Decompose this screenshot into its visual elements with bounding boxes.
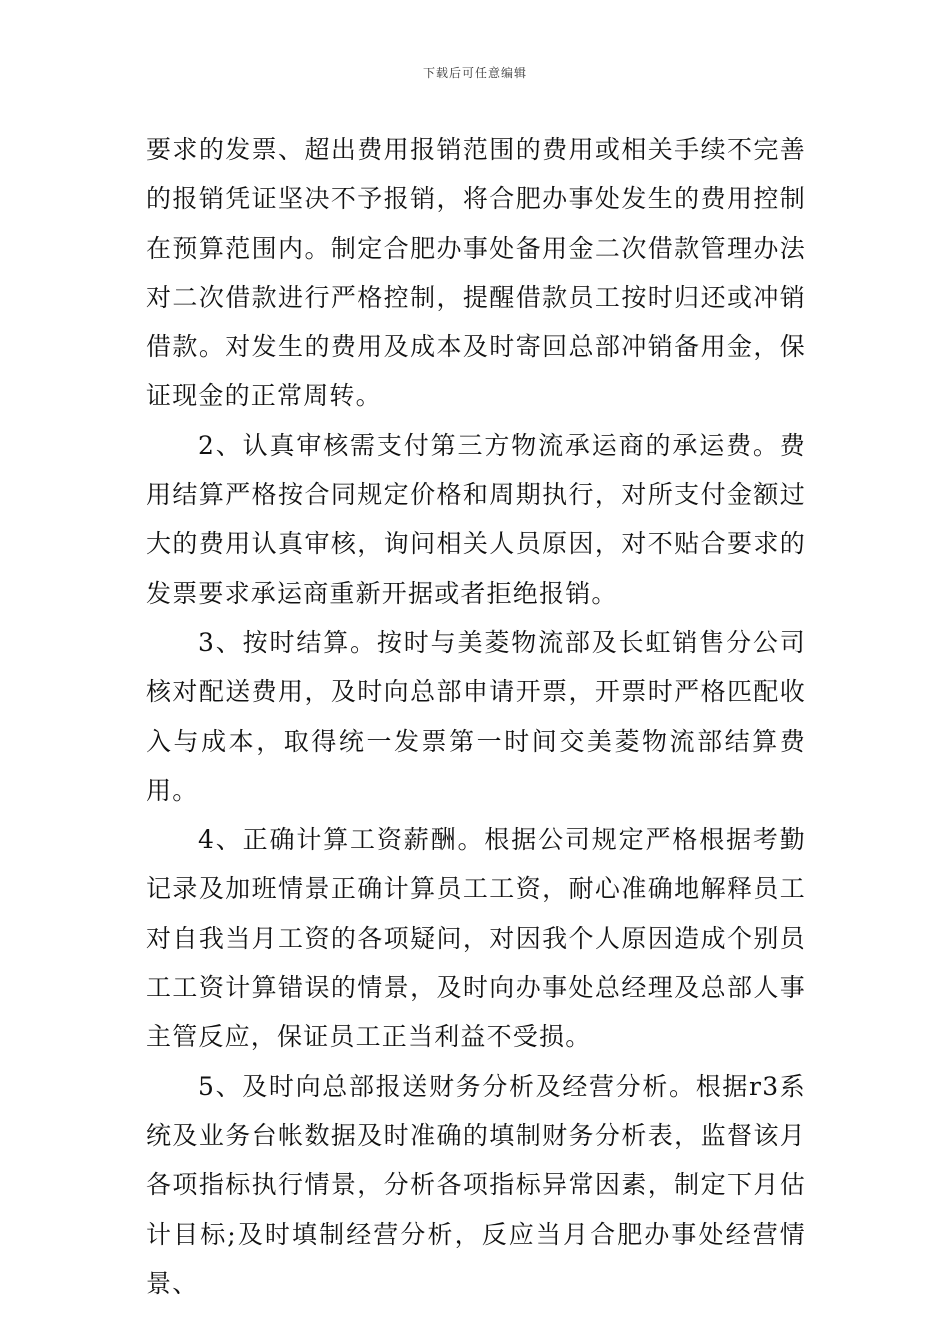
paragraph-item-4: 4、正确计算工资薪酬。根据公司规定严格根据考勤记录及加班情景正确计算员工工资，耐心准确地解释员工对自我当月工资的各项疑问，对因我个人原因造成个别员工工资计算错误的情景，及时向办事处总经理及总部人事主管反应，保证员工正当利益不受损。 (146, 825, 806, 1052)
document-body (146, 125, 806, 1308)
paragraph-item-2: 2、认真审核需支付第三方物流承运商的承运费。费用结算严格按合同规定价格和周期执行，对所支付金额过大的费用认真审核，询问相关人员原因，对不贴合要求的发票要求承运商重新开据或者拒绝报销。 (146, 430, 806, 608)
paragraph-item-3: 3、按时结算。按时与美菱物流部及长虹销售分公司核对配送费用，及时向总部申请开票，开票时严格匹配收入与成本，取得统一发票第一时间交美菱物流部结算费用。 (146, 627, 806, 805)
paragraph-item-5: 5、及时向总部报送财务分析及经营分析。根据r3系统及业务台帐数据及时准确的填制财务分析表，监督该月各项指标执行情景，分析各项指标异常因素，制定下月估计目标;及时填制经营分析，反应当月合肥办事处经营情景、 (146, 1071, 806, 1298)
page-header: 下载后可任意编辑 (422, 66, 527, 80)
paragraph-continuation: 要求的发票、超出费用报销范围的费用或相关手续不完善的报销凭证坚决不予报销，将合肥办事处发生的费用控制在预算范围内。制定合肥办事处备用金二次借款管理办法对二次借款进行严格控制，提醒借款员工按时归还或冲销借款。对发生的费用及成本及时寄回总部冲销备用金，保证现金的正常周转。 (146, 135, 806, 411)
